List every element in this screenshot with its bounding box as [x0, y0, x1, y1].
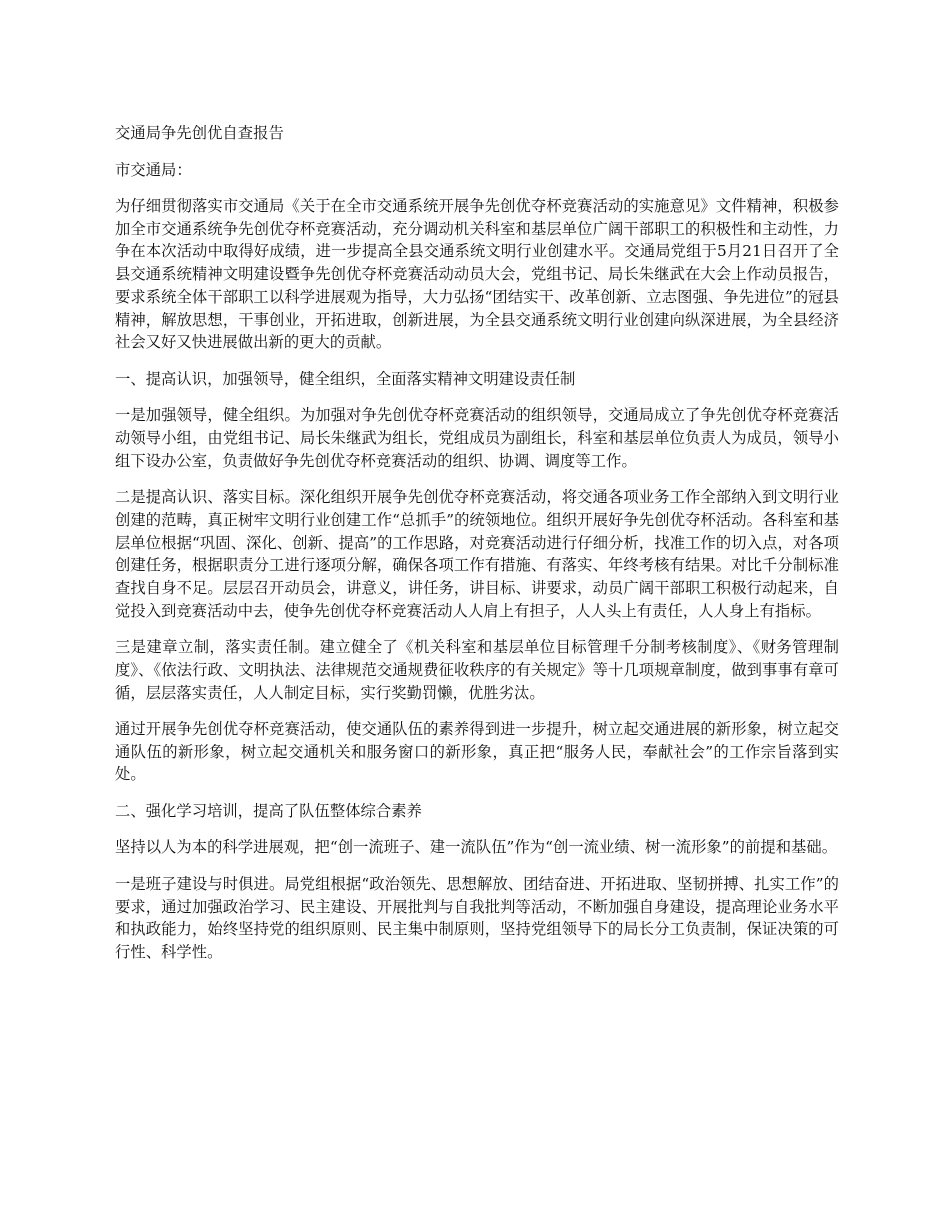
paragraph-intro: 为仔细贯彻落实市交通局《关于在全市交通系统开展争先创优夺杯竞赛活动的实施意见》文件精神，积极参加全市交通系统争先创优夺杯竞赛活动，充分调动机关科室和基层单位广阔干部职工的积极性和主动性，力争在本次活动中取得好成绩，进一步提高全县交通系统文明行业创建水平。交通局党组于5月21日召开了全县交通系统精神文明建设暨争先创优夺杯竞赛活动动员大会，党组书记、局长朱继武在大会上作动员报告，要求系统全体干部职工以科学进展观为指导，大力弘扬“团结实干、改革创新、立志图强、争先进位”的冠县精神，解放思想，干事创业，开拓进取，创新进展，为全县交通系统文明行业创建向纵深进展，为全县经济社会又好又快进展做出新的更大的贡献。 [115, 197, 839, 352]
section-heading-1: 一、提高认识，加强领导，健全组织，全面落实精神文明建设责任制 [115, 369, 576, 388]
paragraph-leadership: 一是加强领导，健全组织。为加强对争先创优夺杯竞赛活动的组织领导，交通局成立了争先创优夺杯竞赛活动领导小组，由党组书记、局长朱继武为组长，党组成员为副组长，科室和基层单位负责人为成员，领导小组下设办公室，负责做好争先创优夺杯竞赛活动的组织、协调、调度等工作。 [115, 406, 839, 470]
section-heading-2: 二、强化学习培训，提高了队伍整体综合素养 [115, 801, 422, 820]
salutation: 市交通局： [115, 160, 192, 179]
document-body [115, 122, 839, 978]
paragraph-team-building: 一是班子建设与时俱进。局党组根据“政治领先、思想解放、团结奋进、开拓进取、坚韧拼搏、扎实工作”的要求，通过加强政治学习、民主建设、开展批判与自我批判等活动，不断加强自身建设，提高理论业务水平和执政能力，始终坚持党的组织原则、民主集中制原则，坚持党组领导下的局长分工负责制，保证决策的可行性、科学性。 [115, 874, 839, 962]
paragraph-people-first: 坚持以人为本的科学进展观，把“创一流班子、建一流队伍”作为“创一流业绩、树一流形象”的前提和基础。 [115, 838, 838, 857]
paragraph-results: 通过开展争先创优夺杯竞赛活动，使交通队伍的素养得到进一步提升，树立起交通进展的新形象，树立起交通队伍的新形象，树立起交通机关和服务窗口的新形象，真正把“服务人民，奉献社会”的工作宗旨落到实处。 [115, 720, 839, 784]
paragraph-regulations: 三是建章立制，落实责任制。建立健全了《机关科室和基层单位目标管理千分制考核制度》、《财务管理制度》、《依法行政、文明执法、法律规范交通规费征收秩序的有关规定》等十几项规章制度，做到事事有章可循，层层落实责任，人人制定目标，实行奖勤罚懒，优胜劣汰。 [115, 638, 839, 702]
document-title: 交通局争先创优自查报告 [115, 124, 284, 142]
paragraph-awareness: 二是提高认识、落实目标。深化组织开展争先创优夺杯竞赛活动，将交通各项业务工作全部纳入到文明行业创建的范畴，真正树牢文明行业创建工作“总抓手”的统领地位。组织开展好争先创优夺杯活动。各科室和基层单位根据“巩固、深化、创新、提高”的工作思路，对竞赛活动进行仔细分析，找准工作的切入点，对各项创建任务，根据职责分工进行逐项分解，确保各项工作有措施、有落实、年终考核有结果。对比千分制标准查找自身不足。层层召开动员会，讲意义，讲任务，讲目标、讲要求，动员广阔干部职工积极行动起来，自觉投入到竞赛活动中去，使争先创优夺杯竞赛活动人人肩上有担子，人人头上有责任，人人身上有指标。 [115, 488, 839, 620]
